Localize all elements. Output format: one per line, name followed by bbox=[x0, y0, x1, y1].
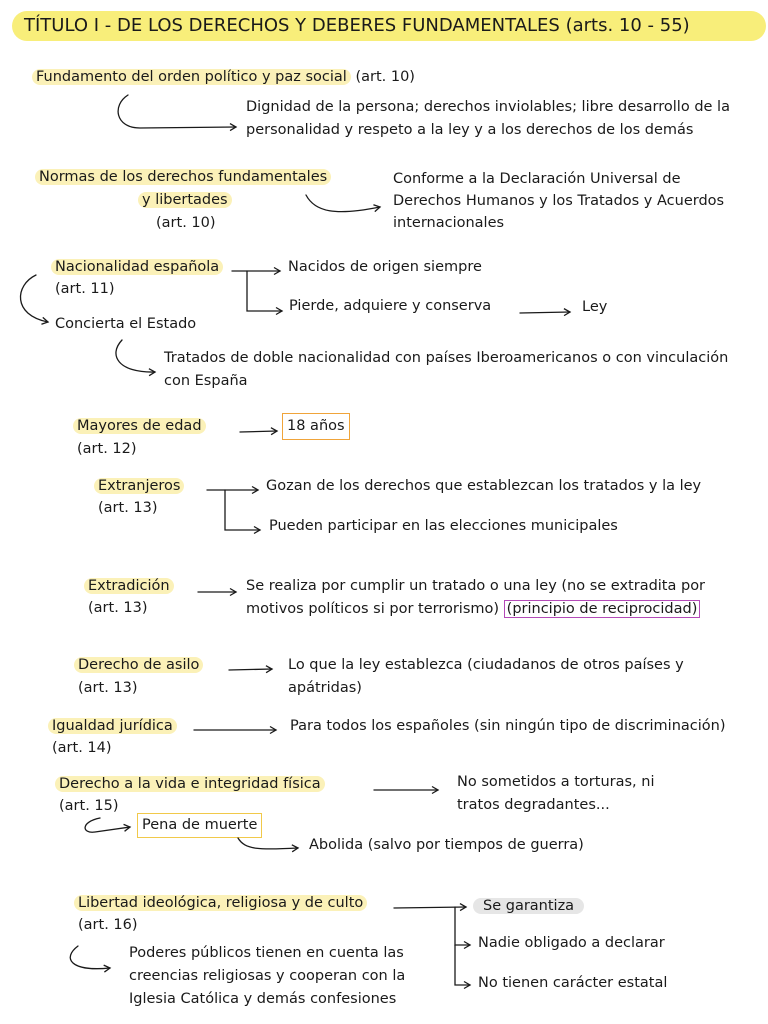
extranjeros-branch-2: Pueden participar en las elecciones municipales bbox=[269, 518, 618, 534]
nacionalidad-tratados-2: con España bbox=[164, 373, 248, 389]
extranjeros-branch-1: Gozan de los derechos que establezcan los tratados y la ley bbox=[266, 478, 702, 494]
normas-art: (art. 10) bbox=[156, 215, 216, 231]
normas-desc-1: Conforme a la Declaración Universal de bbox=[393, 171, 681, 187]
extradicion-desc-2-text: motivos políticos si por terrorismo) bbox=[246, 601, 500, 617]
arrow-ley bbox=[520, 312, 570, 313]
fundamento-desc-2: personalidad y respeto a la ley y a los derechos de los demás bbox=[246, 122, 694, 138]
arrow-poderes bbox=[70, 946, 110, 969]
libertad-label-text: Libertad ideológica, religiosa y de culto bbox=[74, 895, 367, 911]
extranjeros-label-text: Extranjeros bbox=[94, 478, 184, 494]
libertad-art: (art. 16) bbox=[78, 917, 138, 933]
arrow-libertad-estatal bbox=[455, 945, 470, 985]
vida-art: (art. 15) bbox=[59, 798, 119, 814]
igualdad-desc: Para todos los españoles (sin ningún tipo de discriminación) bbox=[290, 718, 726, 734]
normas-desc-3: internacionales bbox=[393, 215, 505, 231]
pena-muerte-box: Pena de muerte bbox=[137, 813, 262, 838]
igualdad-art: (art. 14) bbox=[52, 740, 112, 756]
normas-label-2-text: y libertades bbox=[138, 192, 232, 208]
asilo-desc-2: apátridas) bbox=[288, 680, 362, 696]
extradicion-art: (art. 13) bbox=[88, 600, 148, 616]
mayores-art: (art. 12) bbox=[77, 441, 137, 457]
libertad-poderes-2: creencias religiosas y cooperan con la bbox=[129, 968, 406, 984]
nacionalidad-concierta: Concierta el Estado bbox=[55, 316, 197, 332]
libertad-estatal: No tienen carácter estatal bbox=[478, 975, 668, 991]
vida-desc-1: No sometidos a torturas, ni bbox=[457, 774, 655, 790]
igualdad-label-text: Igualdad jurídica bbox=[48, 718, 177, 734]
fundamento-art: (art. 10) bbox=[355, 69, 415, 85]
nacionalidad-branch-2: Pierde, adquiere y conserva bbox=[289, 298, 492, 314]
asilo-desc-1: Lo que la ley establezca (ciudadanos de otros países y bbox=[288, 657, 684, 673]
arrow-extranjeros-2 bbox=[225, 490, 260, 530]
nacionalidad-art: (art. 11) bbox=[55, 281, 115, 297]
mayores-value-box: 18 años bbox=[282, 413, 350, 440]
libertad-poderes-1: Poderes públicos tienen en cuenta las bbox=[129, 945, 404, 961]
arrow-normas bbox=[306, 195, 380, 212]
reciprocidad-box: (principio de reciprocidad) bbox=[504, 600, 701, 618]
nacionalidad-tratados-1: Tratados de doble nacionalidad con países Iberoamericanos o con vinculación bbox=[164, 350, 729, 366]
arrow-nacionalidad-2 bbox=[247, 271, 282, 311]
vida-label-text: Derecho a la vida e integridad física bbox=[55, 776, 325, 792]
nacionalidad-label-text: Nacionalidad española bbox=[51, 259, 223, 275]
extradicion-desc-1: Se realiza por cumplir un tratado o una ley (no se extradita por bbox=[246, 578, 706, 594]
arrow-asilo bbox=[229, 669, 272, 670]
mayores-label-text: Mayores de edad bbox=[73, 418, 206, 434]
arrow-libertad-nadie bbox=[455, 907, 470, 945]
garantiza-pill: Se garantiza bbox=[473, 898, 584, 914]
arrow-tratados bbox=[116, 340, 155, 372]
page-title: TÍTULO I - DE LOS DERECHOS Y DEBERES FUNDAMENTALES (arts. 10 - 55) bbox=[12, 11, 766, 41]
arrow-pena bbox=[85, 818, 130, 832]
normas-desc-2: Derechos Humanos y los Tratados y Acuerdos bbox=[393, 193, 725, 209]
arrow-abolida bbox=[238, 838, 298, 849]
fundamento-desc-1: Dignidad de la persona; derechos inviolables; libre desarrollo de la bbox=[246, 99, 730, 115]
fundamento-label: Fundamento del orden político y paz social bbox=[32, 69, 351, 85]
asilo-art: (art. 13) bbox=[78, 680, 138, 696]
arrow-fundamento bbox=[118, 95, 236, 128]
extradicion-label-text: Extradición bbox=[84, 578, 174, 594]
extranjeros-art: (art. 13) bbox=[98, 500, 158, 516]
nacionalidad-ley: Ley bbox=[582, 299, 608, 315]
arrow-concierta bbox=[20, 275, 48, 322]
vida-desc-2: tratos degradantes... bbox=[457, 797, 610, 813]
libertad-poderes-3: Iglesia Católica y demás confesiones bbox=[129, 991, 397, 1007]
asilo-label-text: Derecho de asilo bbox=[74, 657, 203, 673]
vida-abolida: Abolida (salvo por tiempos de guerra) bbox=[309, 837, 584, 853]
normas-label-1-text: Normas de los derechos fundamentales bbox=[35, 169, 331, 185]
libertad-nadie: Nadie obligado a declarar bbox=[478, 935, 665, 951]
nacionalidad-branch-1: Nacidos de origen siempre bbox=[288, 259, 482, 275]
arrow-mayores bbox=[240, 431, 277, 432]
